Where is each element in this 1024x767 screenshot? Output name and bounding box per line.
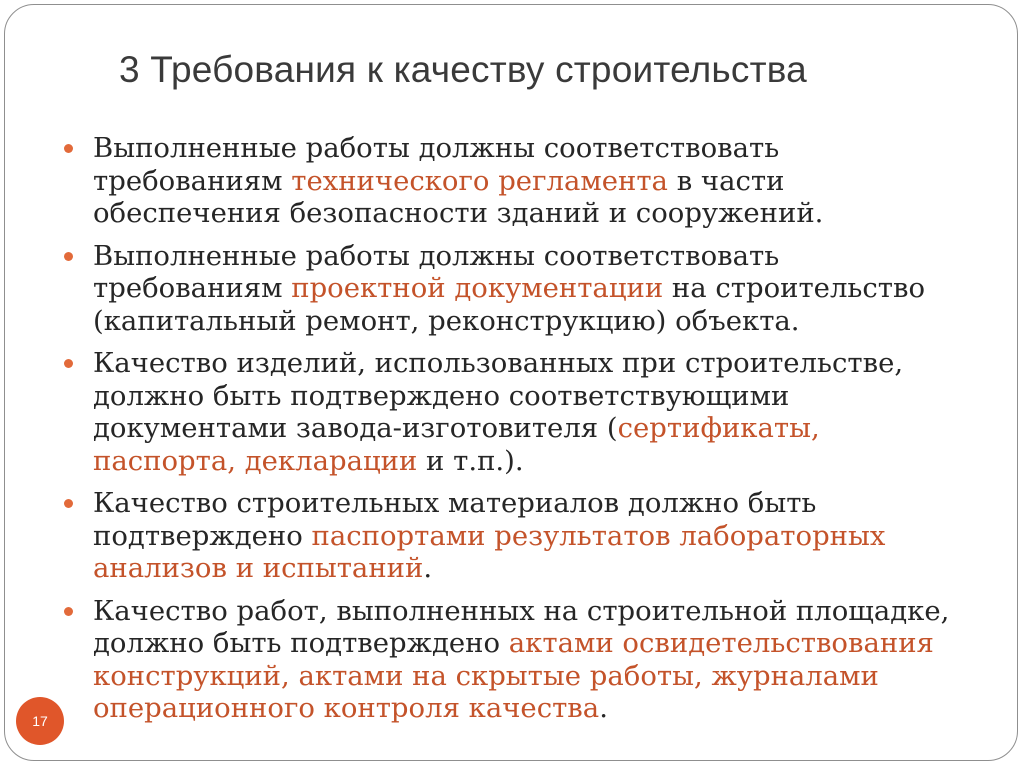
highlight-term: паспорта, декларации: [93, 444, 418, 477]
highlight-term: актами освидетельствования: [508, 627, 934, 659]
highlight-term: конструкций, актами на скрытые работы, журналами: [93, 659, 879, 692]
bullet-dot-icon: [64, 252, 73, 261]
page-number-badge: [16, 697, 64, 745]
highlight-term: операционного контроля качества: [93, 692, 600, 724]
highlight-term: технического регламента: [291, 164, 668, 197]
bullet-item: [63, 347, 1008, 477]
highlight-term: проектной документации: [291, 272, 664, 304]
slide-frame: [4, 4, 1018, 761]
page-number: 17: [32, 713, 48, 729]
highlight-term: паспортами результатов лабораторных: [311, 519, 886, 552]
bullet-text: Выполненные работы должны соответствовать требованиям технического регламента в части обеспечения безопасности зданий и сооружений.: [93, 132, 824, 229]
highlight-term: сертификаты,: [617, 412, 820, 444]
bullet-dot-icon: [64, 359, 73, 368]
bullet-item: [63, 487, 1008, 585]
bullet-list: [63, 132, 1008, 735]
bullet-dot-icon: [64, 607, 73, 616]
bullet-text: Качество строительных материалов должно быть подтверждено паспортами результатов лабораторных анализов и испытаний.: [93, 487, 886, 584]
bullet-item: [63, 132, 1008, 230]
bullet-text: Качество изделий, использованных при строительстве, должно быть подтверждено соответствующими документами завода-изготовителя (сертификаты, паспорта, декларации и т.п.).: [93, 347, 904, 477]
bullet-text: Качество работ, выполненных на строительной площадке, должно быть подтверждено актами освидетельствования конструкций, актами на скрытые работы, журналами операционного контроля качества.: [93, 594, 950, 724]
bullet-item: [63, 595, 1008, 725]
bullet-text: Выполненные работы должны соответствовать требованиям проектной документации на строительство (капитальный ремонт, реконструкцию) объекта.: [93, 239, 926, 337]
highlight-term: анализов и испытаний: [93, 552, 424, 584]
bullet-item: [63, 240, 1008, 338]
bullet-dot-icon: [64, 144, 73, 153]
bullet-dot-icon: [64, 499, 73, 508]
slide-title: 3 Требования к качеству строительства: [119, 49, 807, 90]
